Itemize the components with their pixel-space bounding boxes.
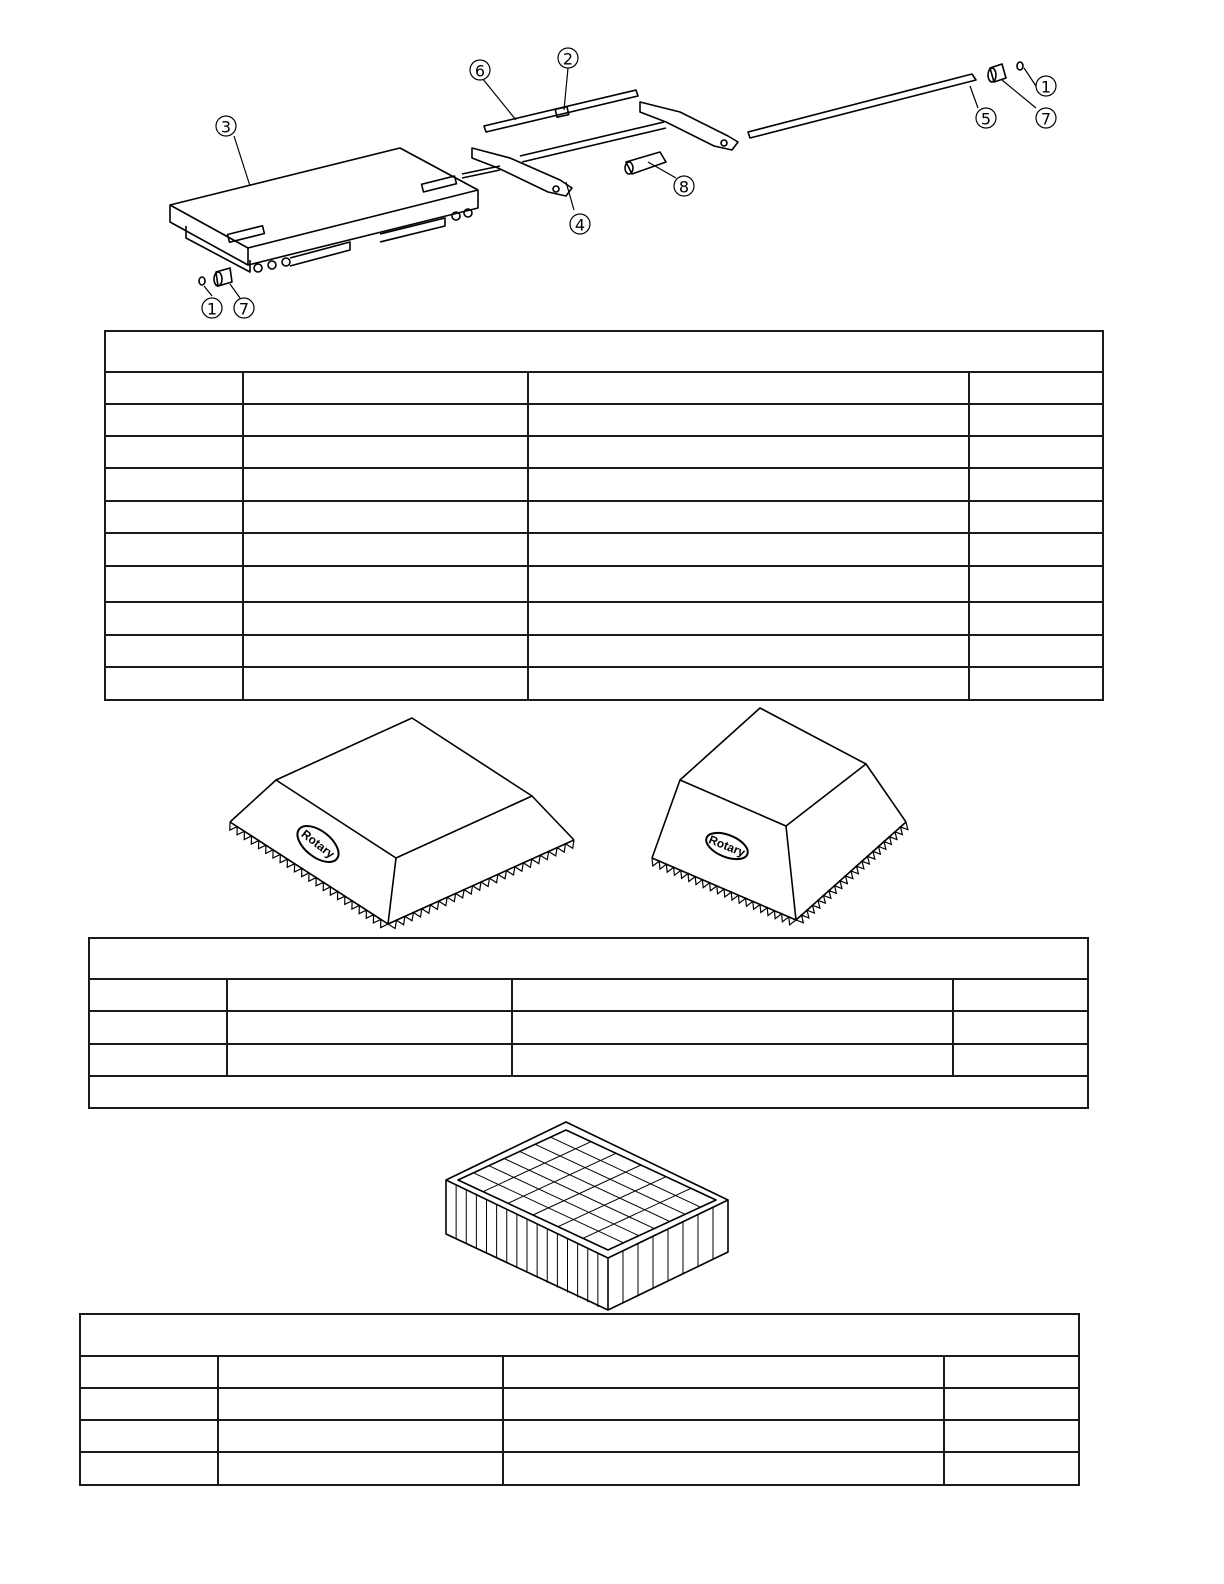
- table-row: [105, 372, 1103, 404]
- table-row: [89, 1011, 1088, 1044]
- logo-left-text: Rotary: [298, 826, 338, 862]
- rubber-block-drawing: [440, 1116, 736, 1312]
- base-plate: [170, 148, 478, 265]
- callout-label-5: 5: [980, 109, 992, 129]
- table-row: [105, 533, 1103, 566]
- callout-label-2: 2: [562, 49, 574, 69]
- table-row: [105, 404, 1103, 436]
- callout-label-1-left: 1: [206, 299, 218, 319]
- table-2-note: [89, 1076, 1088, 1108]
- logo-right-text: Rotary: [706, 832, 748, 860]
- table-row: [105, 468, 1103, 501]
- callout-label-7-right: 7: [1040, 109, 1052, 129]
- table-row: [89, 979, 1088, 1011]
- callout-label-4: 4: [574, 215, 586, 235]
- parts-table-1: [104, 330, 1104, 701]
- parts-table-2: [88, 937, 1089, 1109]
- table-1-title: [105, 331, 1103, 372]
- rubber-pads-drawing: [220, 700, 920, 932]
- table-row: [105, 667, 1103, 700]
- callout-label-7-left: 7: [238, 299, 250, 319]
- callout-label-6: 6: [474, 61, 486, 81]
- callout-label-3: 3: [220, 117, 232, 137]
- table-row: [105, 566, 1103, 602]
- callout-label-8: 8: [678, 177, 690, 197]
- table-row: [105, 602, 1103, 635]
- callout-label-1-right: 1: [1040, 77, 1052, 97]
- table-row: [80, 1420, 1079, 1452]
- table-3-title: [80, 1314, 1079, 1356]
- parts-table-3: [79, 1313, 1080, 1486]
- table-row: [80, 1388, 1079, 1420]
- table-2-title: [89, 938, 1088, 979]
- table-row: [105, 501, 1103, 533]
- table-row: [80, 1452, 1079, 1485]
- table-row: [80, 1356, 1079, 1388]
- table-row: [89, 1044, 1088, 1076]
- table-row: [105, 436, 1103, 468]
- table-row: [105, 635, 1103, 667]
- exploded-assembly-drawing: [150, 40, 1070, 330]
